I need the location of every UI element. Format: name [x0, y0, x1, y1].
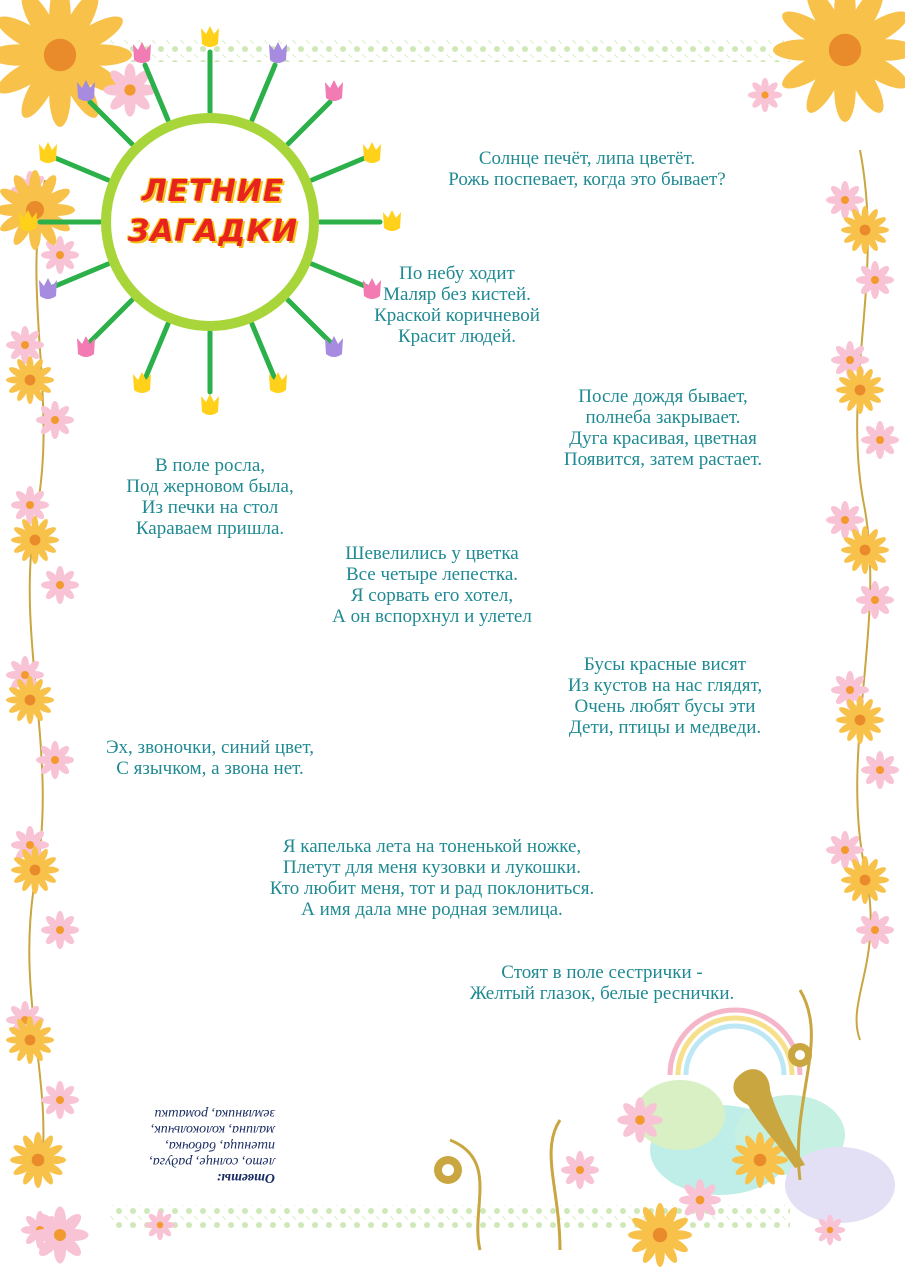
riddle-9: [432, 962, 772, 1004]
answers-line: пшеница, бабочка,: [165, 1138, 275, 1153]
riddle-line: Шевелились у цветка: [345, 543, 519, 564]
riddle-line: Красит людей.: [398, 326, 516, 347]
left-floral-column: [0, 170, 79, 1249]
riddle-line: Кто любит меня, тот и рад поклониться.: [269, 878, 595, 899]
riddle-line: Краской коричневой: [374, 305, 540, 326]
riddle-line: Караваем пришла.: [135, 518, 285, 539]
riddle-3: [538, 386, 788, 470]
riddle-line: Стоят в поле сестрички -: [501, 962, 703, 983]
riddle-line: Бусы красные висят: [583, 654, 747, 675]
answers-line: малина, колокольчик,: [150, 1122, 275, 1137]
answers-line: лето, солнце, радуга,: [149, 1154, 275, 1169]
page-title: [108, 172, 318, 252]
riddle-line: Очень любят бусы эти: [574, 696, 756, 717]
riddle-line: Рожь поспевает, когда это бывает?: [448, 169, 726, 190]
riddle-8: [212, 836, 652, 920]
riddle-6: [540, 654, 790, 738]
riddle-line: Все четыре лепестка.: [345, 564, 519, 585]
riddle-2: [352, 263, 562, 347]
right-floral-column: [826, 150, 899, 1040]
riddle-line: Я сорвать его хотел,: [350, 585, 514, 606]
riddle-line: А он вспорхнул и улетел: [332, 606, 532, 627]
riddle-line: Плетут для меня кузовки и лукошки.: [283, 857, 581, 878]
riddle-line: Желтый глазок, белые реснички.: [469, 983, 735, 1004]
title-line-2: ЗАГАДКИ: [127, 214, 299, 249]
riddle-1: [412, 148, 762, 190]
riddle-7: [75, 737, 345, 779]
answers-title: Ответы:: [216, 1170, 275, 1185]
title-line-1: ЛЕТНИЕ: [141, 174, 285, 209]
riddle-line: Появится, затем растает.: [563, 449, 763, 470]
riddle-line: С язычком, а звона нет.: [116, 758, 304, 779]
answers-line: земляника, ромашки: [154, 1106, 275, 1121]
riddle-line: По небу ходит: [399, 263, 515, 284]
riddle-line: Я капелька лета на тоненькой ножке,: [282, 836, 582, 857]
riddle-line: Дуга красивая, цветная: [569, 428, 757, 449]
riddle-line: А имя дала мне родная землица.: [301, 899, 563, 920]
riddle-line: Солнце печёт, липа цветёт.: [478, 148, 696, 169]
answers-block: [75, 1105, 275, 1185]
riddle-4: [105, 455, 315, 539]
riddle-line: Маляр без кистей.: [383, 284, 531, 305]
riddle-line: В поле росла,: [154, 455, 266, 476]
riddle-line: Из кустов на нас глядят,: [567, 675, 763, 696]
riddle-line: После дождя бывает,: [578, 386, 748, 407]
riddle-line: Эх, звоночки, синий цвет,: [106, 737, 314, 758]
riddle-line: Из печки на стол: [141, 497, 279, 518]
riddle-5: [302, 543, 562, 627]
riddle-line: полнеба закрывает.: [585, 407, 741, 428]
riddle-line: Под жерновом была,: [126, 476, 294, 497]
riddle-line: Дети, птицы и медведи.: [568, 717, 762, 738]
